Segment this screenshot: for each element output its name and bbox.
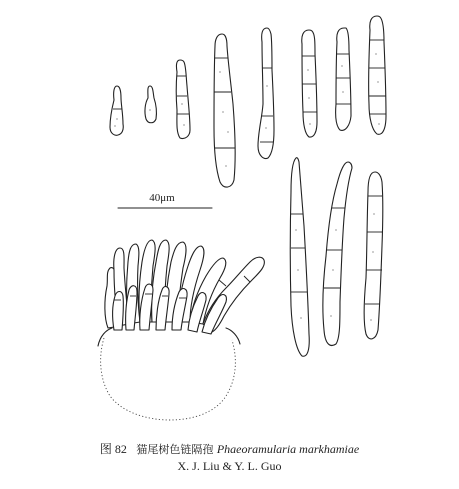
stroma-with-conidiophores <box>98 240 264 420</box>
scale-bar-label: 40μm <box>149 192 175 204</box>
conidium-4 <box>214 34 235 187</box>
chinese-species-name: 猫尾树色链隔孢 <box>136 443 214 456</box>
conidium-2 <box>145 86 156 123</box>
figure-authors: X. J. Liu & Y. L. Guo <box>177 459 282 473</box>
conidium-6 <box>302 30 317 137</box>
latin-species-name: Phaeoramularia markhamiae <box>216 442 360 456</box>
conidium-9 <box>290 158 309 357</box>
conidium-11 <box>364 172 383 339</box>
conidium-1 <box>110 86 123 135</box>
scale-bar <box>118 192 212 208</box>
conidium-8 <box>369 16 386 134</box>
conidium-3 <box>176 60 190 139</box>
conidium-10 <box>323 162 352 345</box>
figure-number: 图 82 <box>99 442 127 456</box>
figure-caption <box>0 440 459 457</box>
conidium-7 <box>336 28 351 130</box>
conidium-5 <box>258 28 274 159</box>
